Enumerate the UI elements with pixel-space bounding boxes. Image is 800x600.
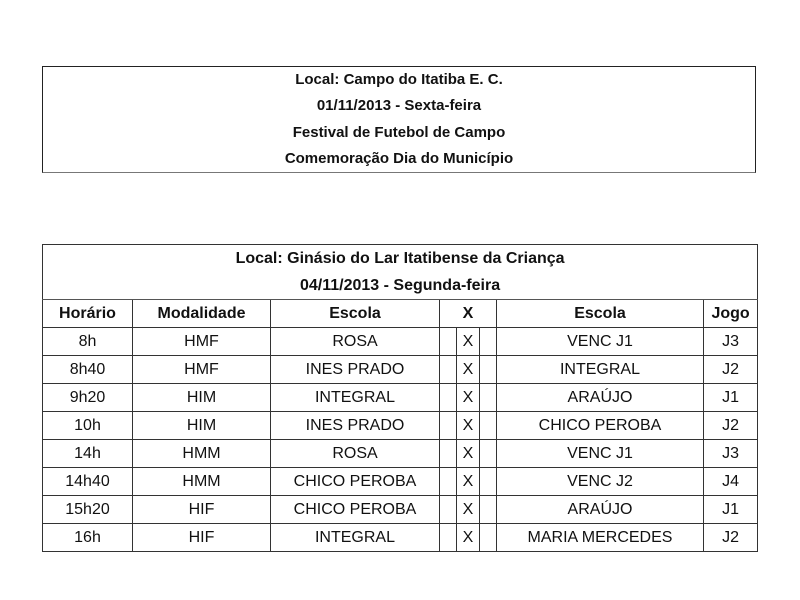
cell-school-a: CHICO PEROBA [271, 496, 440, 524]
cell-time: 8h [43, 328, 133, 356]
table-row [43, 496, 758, 524]
event-date: 01/11/2013 - Sexta-feira [316, 97, 482, 114]
schedule-table [42, 244, 758, 552]
cell-game: J1 [704, 384, 758, 412]
cell-modality: HMF [133, 328, 271, 356]
cell-time: 14h40 [43, 468, 133, 496]
cell-school-a: ROSA [271, 328, 440, 356]
cell-vs: X [457, 328, 480, 356]
cell-school-a: INES PRADO [271, 412, 440, 440]
event-location: Local: Campo do Itatiba E. C. [295, 70, 503, 88]
cell-game: J4 [704, 468, 758, 496]
cell-modality: HMM [133, 440, 271, 468]
cell-school-b: CHICO PEROBA [497, 412, 704, 440]
cell-spacer-right [480, 496, 497, 524]
cell-spacer-right [480, 524, 497, 552]
table-date: 04/11/2013 - Segunda-feira [43, 272, 758, 300]
cell-school-b: MARIA MERCEDES [497, 524, 704, 552]
cell-modality: HIF [133, 524, 271, 552]
cell-spacer-right [480, 328, 497, 356]
cell-vs: X [457, 412, 480, 440]
cell-time: 14h [43, 440, 133, 468]
table-row [43, 412, 758, 440]
cell-school-b: VENC J1 [497, 328, 704, 356]
cell-spacer-left [440, 440, 457, 468]
cell-game: J2 [704, 356, 758, 384]
cell-school-a: CHICO PEROBA [271, 468, 440, 496]
cell-game: J1 [704, 496, 758, 524]
cell-modality: HIM [133, 412, 271, 440]
cell-spacer-left [440, 412, 457, 440]
event-header-box [42, 66, 756, 173]
table-row [43, 356, 758, 384]
cell-school-a: INTEGRAL [271, 524, 440, 552]
cell-school-b: INTEGRAL [497, 356, 704, 384]
cell-school-b: VENC J2 [497, 468, 704, 496]
cell-modality: HIM [133, 384, 271, 412]
cell-school-b: VENC J1 [497, 440, 704, 468]
cell-school-a: INTEGRAL [271, 384, 440, 412]
cell-vs: X [457, 384, 480, 412]
cell-spacer-right [480, 412, 497, 440]
table-row [43, 440, 758, 468]
cell-time: 9h20 [43, 384, 133, 412]
header-game: Jogo [704, 300, 758, 328]
table-date-row [43, 272, 758, 300]
header-school-a: Escola [271, 300, 440, 328]
cell-modality: HMF [133, 356, 271, 384]
cell-time: 15h20 [43, 496, 133, 524]
header-vs: X [440, 300, 497, 328]
cell-vs: X [457, 496, 480, 524]
cell-school-b: ARAÚJO [497, 496, 704, 524]
cell-spacer-right [480, 384, 497, 412]
table-row [43, 468, 758, 496]
table-row [43, 524, 758, 552]
cell-modality: HIF [133, 496, 271, 524]
cell-time: 16h [43, 524, 133, 552]
cell-vs: X [457, 524, 480, 552]
cell-spacer-left [440, 384, 457, 412]
table-row [43, 384, 758, 412]
cell-school-a: ROSA [271, 440, 440, 468]
table-title-row [43, 245, 758, 273]
cell-vs: X [457, 440, 480, 468]
cell-spacer-right [480, 356, 497, 384]
cell-time: 8h40 [43, 356, 133, 384]
cell-game: J2 [704, 524, 758, 552]
cell-modality: HMM [133, 468, 271, 496]
header-school-b: Escola [497, 300, 704, 328]
cell-spacer-left [440, 496, 457, 524]
cell-spacer-left [440, 356, 457, 384]
cell-vs: X [457, 356, 480, 384]
table-location: Local: Ginásio do Lar Itatibense da Criança [43, 245, 758, 273]
table-header-row [43, 300, 758, 328]
cell-spacer-left [440, 328, 457, 356]
header-time: Horário [43, 300, 133, 328]
cell-school-a: INES PRADO [271, 356, 440, 384]
event-subtitle: Comemoração Dia do Município [284, 150, 514, 167]
cell-spacer-right [480, 468, 497, 496]
cell-vs: X [457, 468, 480, 496]
cell-game: J3 [704, 328, 758, 356]
table-row [43, 328, 758, 356]
cell-spacer-right [480, 440, 497, 468]
cell-spacer-left [440, 524, 457, 552]
event-title: Festival de Futebol de Campo [292, 123, 506, 141]
cell-game: J2 [704, 412, 758, 440]
cell-game: J3 [704, 440, 758, 468]
cell-school-b: ARAÚJO [497, 384, 704, 412]
header-modality: Modalidade [133, 300, 271, 328]
cell-spacer-left [440, 468, 457, 496]
cell-time: 10h [43, 412, 133, 440]
